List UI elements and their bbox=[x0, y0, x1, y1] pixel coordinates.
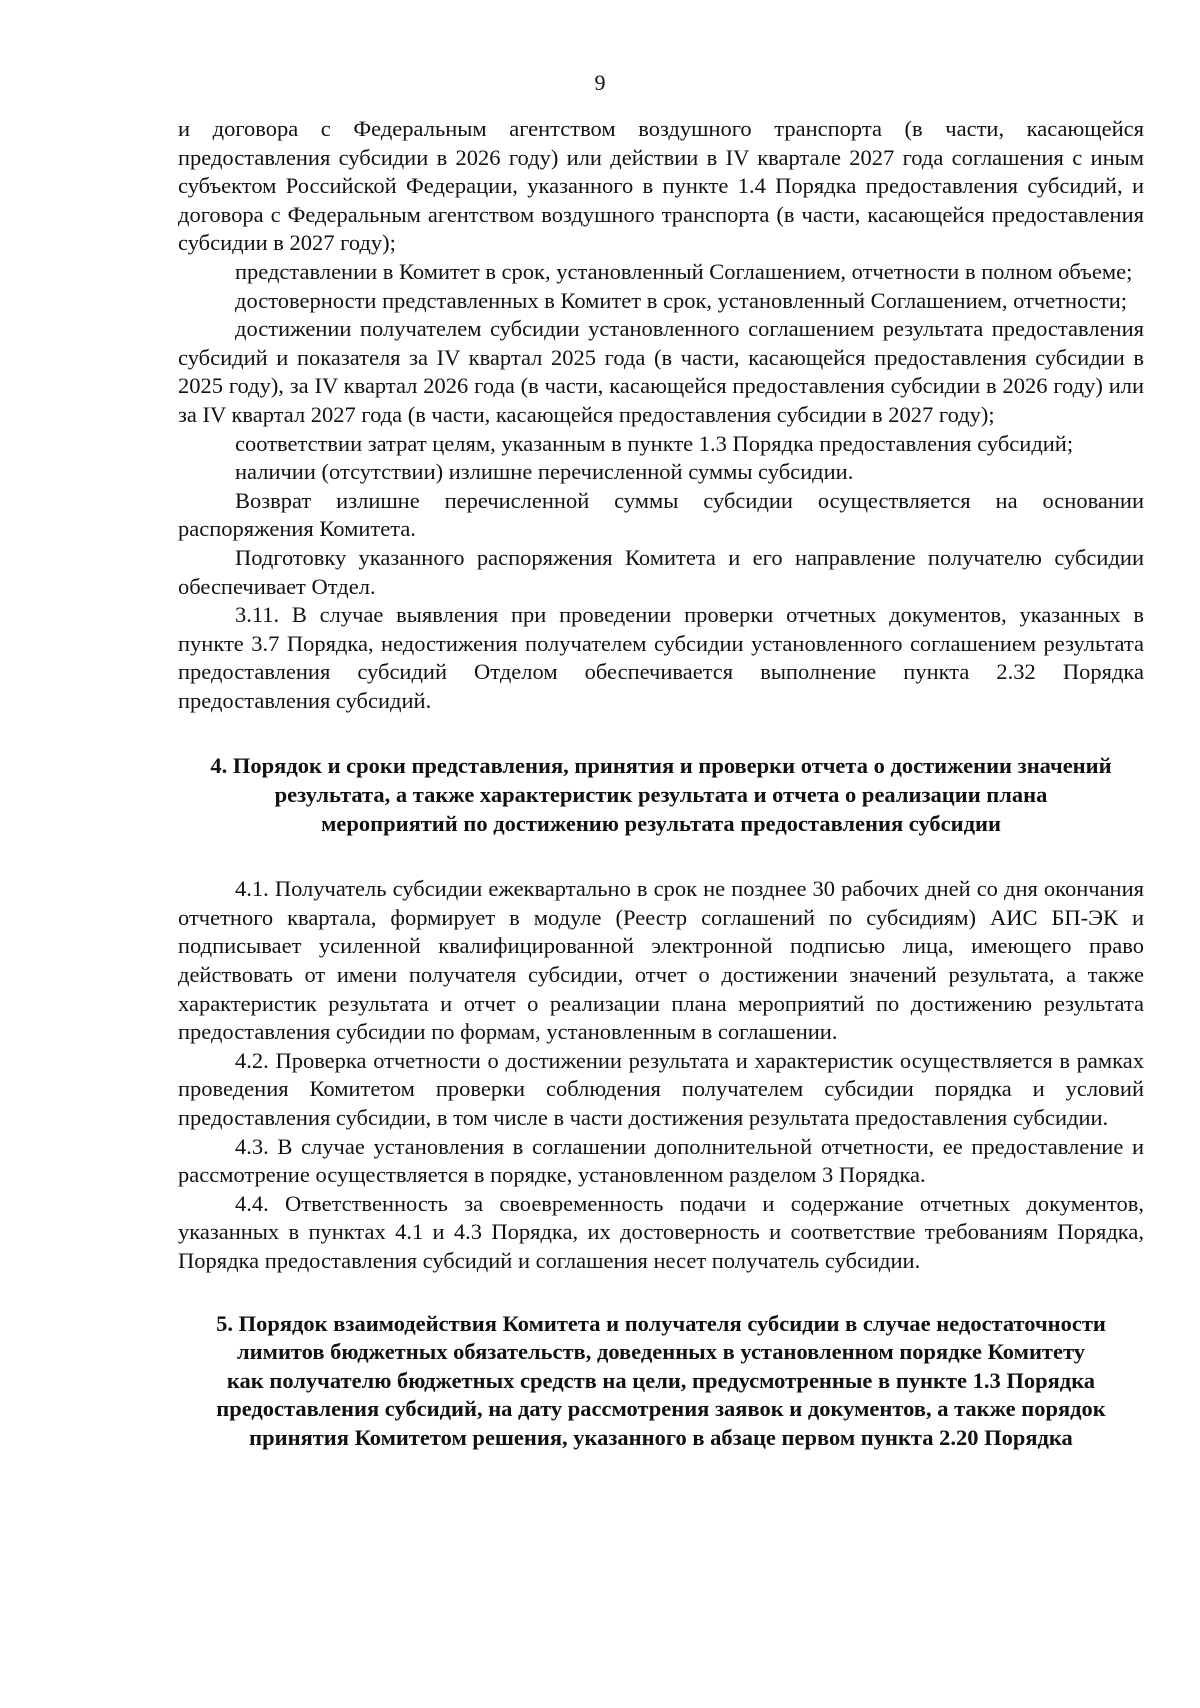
paragraph-4-1: 4.1. Получатель субсидии ежеквартально в срок не позднее 30 рабочих дней со дня окончания отчетного квартала, формирует в модуле (Реестр соглашений по субсидиям) АИС БП-ЭК и подписывает усиленной квалифицированной электронной подписью лица, имеющего право действовать от имени получателя субсидии, отчет о достижении значений результата, а также характеристик результата и отчет о реализации плана мероприятий по достижению результата предоставления субсидии по формам, установленным в соглашении. bbox=[178, 876, 1144, 1045]
paragraph-preparation: Подготовку указанного распоряжения Комитета и его направление получателю субсидии обеспечивает Отдел. bbox=[178, 544, 1144, 599]
list-item-costs: соответствии затрат целям, указанным в пункте 1.3 Порядка предоставления субсидий; bbox=[235, 430, 1074, 456]
section-5-heading-line: 5. Порядок взаимодействия Комитета и получателя субсидии в случае недостаточности bbox=[216, 1310, 1106, 1336]
paragraph-refund: Возврат излишне перечисленной суммы субсидии осуществляется на основании распоряжения Комитета. bbox=[178, 487, 1144, 542]
paragraph-4-4: 4.4. Ответственность за своевременность подачи и содержание отчетных документов, указанных в пунктах 4.1 и 4.3 Порядка, их достоверность и соответствие требованиям Порядка, Порядка предоставления субсидий и соглашения несет получатель субсидии. bbox=[178, 1190, 1144, 1273]
section-5-heading-line: принятия Комитетом решения, указанного в абзаце первом пункта 2.20 Порядка bbox=[249, 1424, 1073, 1450]
paragraph-4-2: 4.2. Проверка отчетности о достижении результата и характеристик осуществляется в рамках проведения Комитетом проверки соблюдения получателем субсидии порядка и условий предоставления субсидии, в том числе в части достижения результата предоставления субсидии. bbox=[178, 1047, 1144, 1130]
page-number: 9 bbox=[594, 70, 606, 95]
paragraph-4-3: 4.3. В случае установления в соглашении дополнительной отчетности, ее предоставление и рассмотрение осуществляется в порядке, установленном разделом 3 Порядка. bbox=[178, 1133, 1144, 1188]
section-4-heading bbox=[178, 752, 1144, 838]
section-5-heading bbox=[178, 1310, 1144, 1453]
section-4-heading-line: результата, а также характеристик результата и отчета о реализации плана bbox=[274, 782, 1048, 808]
paragraph-3-11: 3.11. В случае выявления при проведении проверки отчетных документов, указанных в пункте 3.7 Порядка, недостижения получателем субсидии установленного соглашением результата предоставления субсидий Отделом обеспечивается выполнение пункта 2.32 Порядка предоставления субсидий. bbox=[178, 602, 1144, 713]
list-item-reporting: представлении в Комитет в срок, установленный Соглашением, отчетности в полном объеме; bbox=[235, 258, 1133, 284]
page-body bbox=[178, 115, 1144, 1453]
section-5-heading-line: лимитов бюджетных обязательств, доведенных в установленном порядке Комитету bbox=[237, 1339, 1085, 1365]
section-4-heading-line: мероприятий по достижению результата предоставления субсидии bbox=[321, 810, 1001, 836]
paragraph-continuation: и договора с Федеральным агентством воздушного транспорта (в части, касающейся предоставления субсидии в 2026 году) или действии в IV квартале 2027 года соглашения с иным субъектом Российской Федерации, указанного в пункте 1.4 Порядка предоставления субсидий, и договора с Федеральным агентством воздушного транспорта (в части, касающейся предоставления субсидии в 2027 году); bbox=[178, 116, 1144, 256]
section-5-heading-line: как получателю бюджетных средств на цели, предусмотренные в пункте 1.3 Порядка bbox=[226, 1367, 1096, 1393]
list-item-reliability: достоверности представленных в Комитет в срок, установленный Соглашением, отчетности; bbox=[235, 287, 1127, 313]
section-4-heading-line: 4. Порядок и сроки представления, принятия и проверки отчета о достижении значений bbox=[210, 753, 1112, 779]
list-item-achievement: достижении получателем субсидии установленного соглашением результата предоставления субсидий и показателя за IV квартал 2025 года (в части, касающейся предоставления субсидии в 2025 году), за IV квартал 2026 года (в части, касающейся предоставления субсидии в 2026 году) или за IV квартал 2027 года (в части, касающейся предоставления субсидии в 2027 году); bbox=[178, 316, 1144, 427]
list-item-excess: наличии (отсутствии) излишне перечисленной суммы субсидии. bbox=[235, 459, 854, 485]
section-5-heading-line: предоставления субсидий, на дату рассмотрения заявок и документов, а также порядок bbox=[216, 1396, 1106, 1422]
